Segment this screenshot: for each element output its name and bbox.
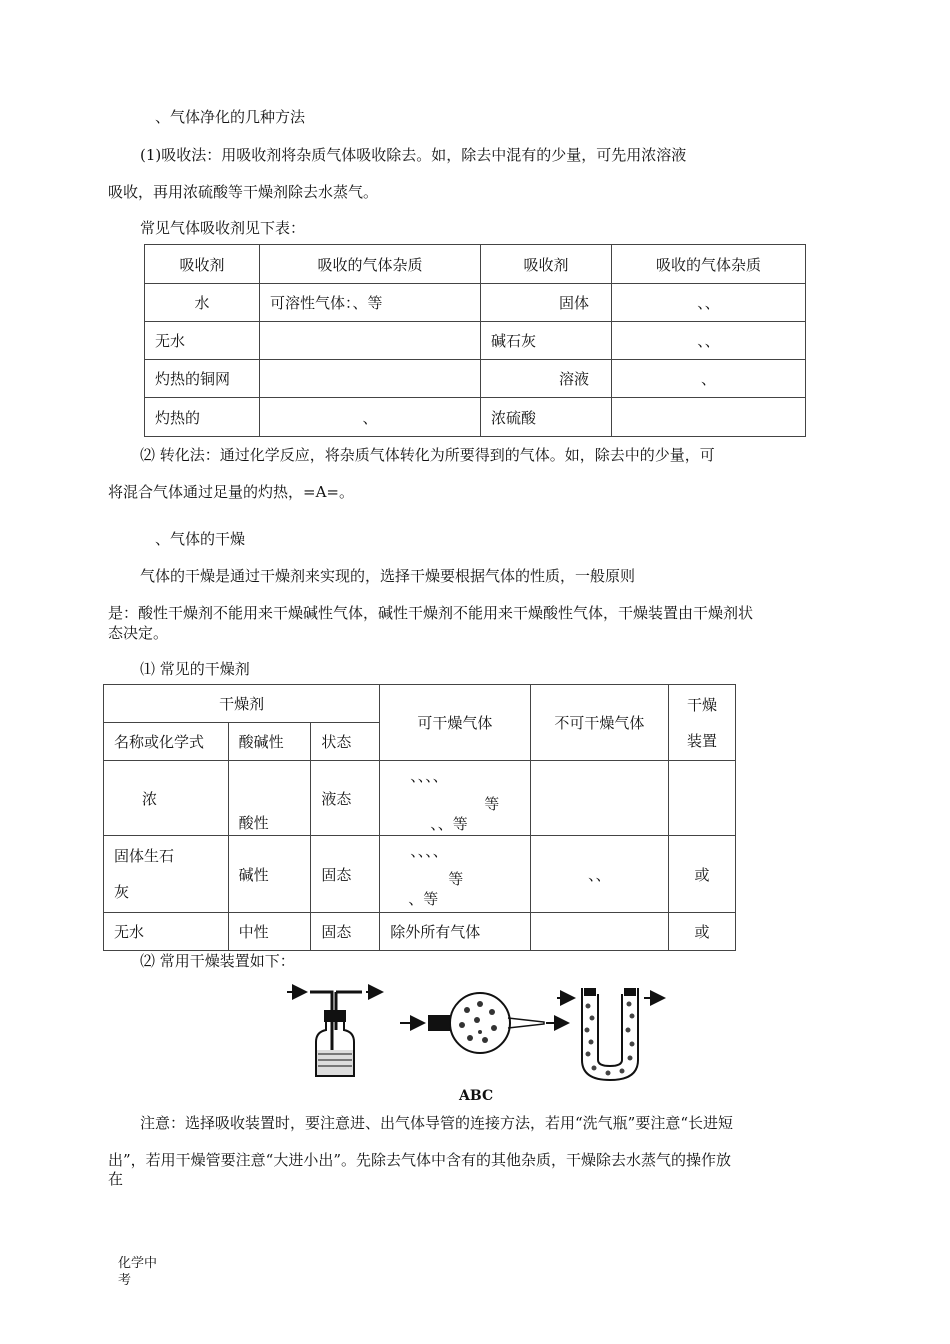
table-cell: 除外所有气体 (380, 913, 530, 951)
table-cell: 中性 (228, 913, 311, 951)
cell-text: 等 (484, 795, 500, 813)
figure-caption: ABC (459, 1088, 494, 1104)
header-name: 名称或化学式 (104, 723, 229, 761)
absorbent-table-caption: 常见气体吸收剂见下表： (140, 219, 306, 237)
table-cell: 固态 (311, 836, 380, 913)
table-cell: 可溶性气体：、等 (260, 284, 481, 322)
absorption-method-line2: 吸收，再用浓硫酸等干燥剂除去水蒸气。 (108, 183, 379, 201)
table-cell (260, 360, 481, 398)
device-subheading: ⑵ 常用干燥装置如下： (140, 952, 295, 970)
header-can-dry: 可干燥气体 (380, 685, 530, 761)
gas-washing-bottle (287, 992, 380, 1076)
header-device (669, 685, 736, 761)
table-cell: 碱石灰 (481, 322, 612, 360)
footer-label-line1: 化学中 (118, 1256, 158, 1271)
header-cannot-dry: 不可干燥气体 (530, 685, 669, 761)
header-desiccant: 干燥剂 (104, 685, 380, 723)
header-device-line1: 干燥 (687, 695, 718, 714)
conversion-method-line2: 将混合气体通过足量的灼热，=A=。 (108, 483, 354, 501)
table-cell (530, 761, 669, 836)
conversion-method-line1: ⑵ 转化法：通过化学反应，将杂质气体转化为所要得到的气体。如，除去中的少量，可 (140, 446, 715, 464)
table-cell: 、、 (612, 322, 806, 360)
header-acidity: 酸碱性 (228, 723, 311, 761)
absorbent-table (144, 244, 806, 437)
header-gas-impurity: 吸收的气体杂质 (260, 245, 481, 284)
table-cell: 、 (612, 360, 806, 398)
table-cell: 无水 (145, 322, 260, 360)
desiccant-table (103, 684, 736, 951)
header-absorbent: 吸收剂 (481, 245, 612, 284)
table-cell (380, 761, 530, 836)
table-cell: 碱性 (228, 836, 311, 913)
header-absorbent: 吸收剂 (145, 245, 260, 284)
table-cell: 灼热的铜网 (145, 360, 260, 398)
table-cell (669, 761, 736, 836)
note-line3: 在 (108, 1170, 124, 1188)
desiccant-subheading: ⑴ 常见的干燥剂 (140, 660, 250, 678)
header-device-line2: 装置 (687, 731, 718, 750)
table-cell: 灼热的 (145, 398, 260, 437)
table-cell: 固态 (311, 913, 380, 951)
cell-text: 、、、、 (410, 767, 448, 785)
cell-text: 、、等 (430, 815, 468, 833)
note-line2: 出”，若用干燥管要注意“大进小出”。先除去气体中含有的其他杂质，干燥除去水蒸气的操作放 (108, 1151, 732, 1169)
table-cell: 浓 (104, 761, 229, 836)
table-cell: 液态 (311, 761, 380, 836)
table-cell (530, 913, 669, 951)
cell-text: 、等 (408, 890, 439, 908)
table-cell: 、、 (612, 284, 806, 322)
table-cell: 无水 (104, 913, 229, 951)
cell-text: 、、、、 (410, 842, 448, 860)
cell-text: 等 (448, 870, 464, 888)
table-cell: 或 (669, 836, 736, 913)
table-cell (612, 398, 806, 437)
cell-text: 灰 (114, 883, 130, 901)
drying-intro-line2: 是：酸性干燥剂不能用来干燥碱性气体，碱性干燥剂不能用来干燥酸性气体，干燥装置由干燥剂状 (108, 604, 754, 622)
table-cell (260, 322, 481, 360)
section-heading-purification: 、气体净化的几种方法 (155, 108, 306, 126)
absorption-method-line1: (1)吸收法：用吸收剂将杂质气体吸收除去。如，除去中混有的少量，可先用浓溶液 (140, 146, 687, 164)
table-cell (380, 836, 530, 913)
header-gas-impurity: 吸收的气体杂质 (612, 245, 806, 284)
cell-text: 固体生石 (114, 847, 175, 865)
table-cell: 固体 (481, 284, 612, 322)
table-cell: 、、 (530, 836, 669, 913)
u-tube-dryer (557, 988, 662, 1080)
table-cell (104, 836, 229, 913)
table-cell: 溶液 (481, 360, 612, 398)
drying-apparatus-figure (282, 980, 672, 1085)
header-state: 状态 (311, 723, 380, 761)
table-cell: 浓硫酸 (481, 398, 612, 437)
drying-intro-line1: 气体的干燥是通过干燥剂来实现的，选择干燥要根据气体的性质，一般原则 (140, 567, 636, 585)
table-cell: 水 (145, 284, 260, 322)
table-cell: 、 (260, 398, 481, 437)
footer-label-line2: 考 (118, 1273, 132, 1288)
section-heading-drying: 、气体的干燥 (155, 530, 246, 548)
table-cell: 酸性 (228, 761, 311, 836)
table-cell: 或 (669, 913, 736, 951)
note-line1: 注意：选择吸收装置时，要注意进、出气体导管的连接方法，若用“洗气瓶”要注意“长进短 (140, 1114, 734, 1132)
drying-intro-line3: 态决定。 (108, 624, 169, 642)
spherical-drying-tube (400, 993, 566, 1053)
